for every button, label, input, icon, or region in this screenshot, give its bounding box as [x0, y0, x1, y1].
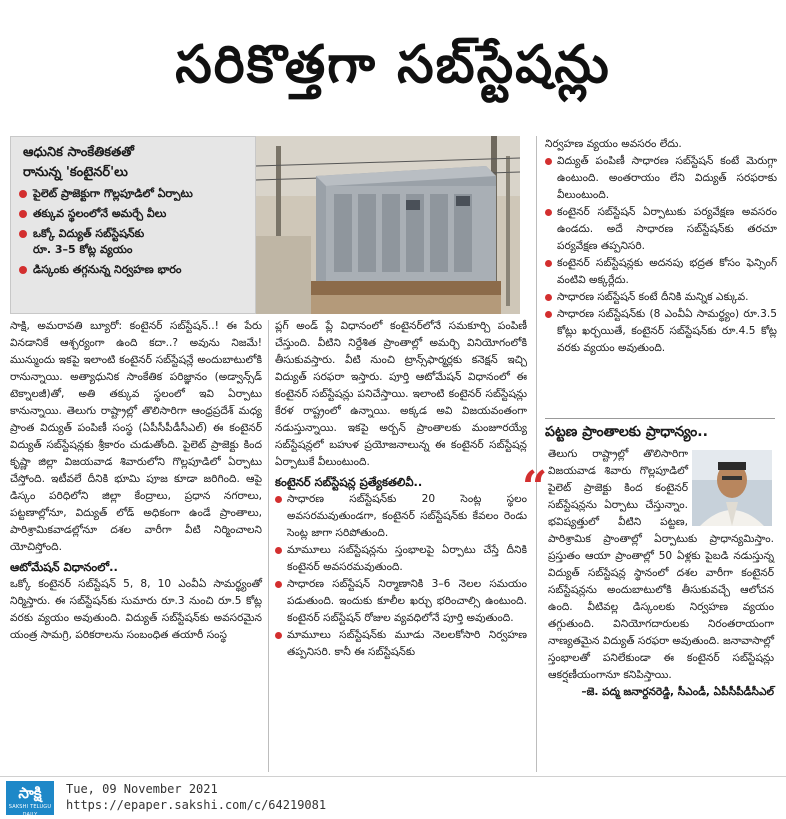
bullet-dot-icon — [275, 632, 282, 639]
feature-item: సాధారణ సబ్‌స్టేషన్‌కు (8 ఎంవీఏ సామర్థ్యం) రూ.3.5 కోట్లు ఖర్చయితే, కంటైనర్ సబ్‌స్టేషన్‌కు రూ.4.5 కోట్ల వరకు వ్యయం అవుతుంది. — [545, 306, 777, 357]
callout-item: పైలెట్ ప్రాజెక్టుగా గొల్లపూడిలో ఏర్పాటు — [19, 187, 247, 201]
feature-item: సాధారణ సబ్‌స్టేషన్‌కు 20 సెంట్ల స్థలం అవసరమవుతుండగా, కంటైనర్ సబ్‌స్టేషన్‌కు కేవలం రెండు సెంట్ల జాగా సరిపోతుంది. — [275, 491, 527, 542]
bullet-dot-icon — [275, 581, 282, 588]
column-a — [10, 318, 262, 644]
bullet-dot-icon — [19, 266, 27, 274]
subheading-automation: ఆటోమేషన్ విధానంలో.. — [10, 560, 118, 574]
subheading-features: కంటైనర్ సబ్‌స్టేషన్ల ప్రత్యేకతలివీ.. — [275, 475, 423, 489]
signature: –జె. పద్మ జనార్దనరెడ్డి, సీఎండీ, ఏపీసీపీడీసీఎల్ — [581, 686, 774, 698]
callout-item: డిస్కంకు తగ్గనున్న నిర్వహణ భారం — [19, 263, 247, 277]
callout-box — [10, 136, 256, 314]
section-body-paragraph: తెలుగు రాష్ట్రాల్లో తొలిసారిగా విజయవాడ శివారు గొల్లపూడిలో పైలెట్ ప్రాజెక్టు కింద కంటైనర్ సబ్‌స్టేషన్లను ఏర్పాటు చేస్తున్నాం. భవిష్యత్తులో వీటిని పట్టణ, పారిశ్రామిక ప్రాంతాల్లో ఏర్పాటుకు ప్రాధాన్యమిస్తాం. ప్రస్తుతం ఆయా ప్రాంతాల్లో 50 ఏళ్లకు పైబడి నడుస్తున్న విద్యుత్ సబ్‌స్టేషన్ల స్థానంలో దశల వారీగా కంటైనర్ సబ్‌స్టేషన్లను అందుబాటులోకి తీసుకువచ్చే ఆలోచన ఉంది. వీటివల్ల డిస్కంలకు నిర్వహణ వ్యయం తగ్గుతుంది. వినియోగదారులకు నిరంతరాయంగా నాణ్యతమైన విద్యుత్ సరఫరా అవుతుంది. జనావాసాల్లో స్తంభాలతో పనిలేకుండా ఈ కంటైనర్ సబ్‌స్టేషన్లు ఆకర్షణీయంగానూ కనిపిస్తాయి. — [548, 448, 774, 681]
bullet-dot-icon — [275, 547, 282, 554]
footer-date: Tue, 09 November 2021 — [66, 782, 218, 796]
callout-title-line1: ఆధునిక సాంకేతికతతో — [23, 145, 134, 160]
bullet-dot-icon — [545, 209, 552, 216]
bullet-dot-icon — [19, 210, 27, 218]
section-title-urban-priority: పట్టణ ప్రాంతాలకు ప్రాధాన్యం.. — [545, 418, 775, 443]
bullet-dot-icon — [19, 230, 27, 238]
container-substation-photo — [256, 136, 520, 314]
bullet-dot-icon — [545, 311, 552, 318]
bullet-dot-icon — [545, 260, 552, 267]
bullet-dot-icon — [275, 496, 282, 503]
feature-item: విద్యుత్ పంపిణీ సాధారణ సబ్‌స్టేషన్ కంటే మెరుగ్గా ఉంటుంది. అంతరాయం లేని విద్యుత్ సరఫరాకు వీలుంటుంది. — [545, 153, 777, 204]
footer-url[interactable]: https://epaper.sakshi.com/c/64219081 — [66, 798, 327, 812]
sakshi-logo — [6, 781, 54, 818]
substation-illustration — [256, 136, 520, 314]
feature-item: మామూలు సబ్‌స్టేషన్లను స్తంభాలపై ఏర్పాటు చేస్తే దీనికి కంటైనర్ అవసరమవుతుంది. — [275, 542, 527, 576]
callout-list — [19, 187, 247, 277]
footer — [0, 776, 786, 818]
feature-item: కంటైనర్ సబ్‌స్టేషన్లకు అదనపు భద్రత కోసం ఫెన్సింగ్ వంటివి అక్కర్లేదు. — [545, 255, 777, 289]
column-c-lead: నిర్వహణ వ్యయం అవసరం లేదు. — [545, 138, 682, 150]
logo-subtext: SAKSHI TELUGU DAILY — [8, 804, 52, 818]
feature-item: మామూలు సబ్‌స్టేషన్‌కు మూడు నెలలకోసారి నిర్వహణ తప్పనిసరి. కానీ ఈ సబ్‌స్టేషన్‌కు — [275, 627, 527, 661]
section-body — [548, 446, 774, 701]
column-a-paragraph-2: ఒక్కో కంటైనర్ సబ్‌స్టేషన్ 5, 8, 10 ఎంవీఏ సామర్థ్యంతో నిర్మిస్తారు. ఈ సబ్‌స్టేషన్‌కు సుమారు రూ.3 నుంచి రూ.5 కోట్ల వరకు వ్యయం అవుతుంది. విద్యుత్ సబ్‌స్టేషన్‌కు అవసరమైన యంత్ర సామగ్రి, పరికరాలను సంబంధిత తయారీ సంస్థ — [10, 578, 262, 641]
footer-text — [66, 781, 326, 813]
bullet-dot-icon — [545, 294, 552, 301]
callout-item-continued: రూ. 3–5 కోట్ల వ్యయం — [33, 243, 133, 256]
feature-item: కంటైనర్ సబ్‌స్టేషన్ ఏర్పాటుకు పర్యవేక్షణ అవసరం ఉండదు. అదే సాధారణ సబ్‌స్టేషన్‌కు తరచూ పర్యవేక్షణ తప్పనిసరి. — [545, 204, 777, 255]
quote-mark-icon: “ — [522, 462, 548, 513]
column-a-paragraph: సాక్షి, అమరావతి బ్యూరో: కంటైనర్ సబ్‌స్టేషన్..! ఈ పేరు వినడానికే ఆశ్చర్యంగా ఉంది కదా..? అవును నిజమే! మున్ముందు ఇకపై ఇలాంటి కంటైనర్ సబ్‌స్టేషన్లే అందుబాటులోకి రానున్నాయి. అత్యాధునిక సాంకేతిక పరిజ్ఞానం (అడ్వాన్స్‌డ్ టెక్నాలజీ)తో, అతి తక్కువ స్థలంలో ఇవి ఏర్పాటు కానున్నాయి. తెలుగు రాష్ట్రాల్లో తొలిసారిగా ఆంధ్రప్రదేశ్ మధ్య ప్రాంత విద్యుత్ పంపిణీ సంస్థ (ఏపీసీపీడీసీఎల్) ఈ కంటైనర్ విద్యుత్ సబ్‌స్టేషన్లకు శ్రీకారం చుడుతోంది. పైలెట్ ప్రాజెక్టు కింద కృష్ణా జిల్లా విజయవాడ శివారులోని గొల్లపూడిలో ఏర్పాటు చేస్తోంది. ఇటీవలే దీనికి భూమి పూజ కూడా జరిగింది. ఆపై డిస్కం పరిధిలోని జిల్లా కేంద్రాలు, ప్రధాన నగరాలు, పట్టణాల్లోనూ, విద్యుత్ లోడ్ అధికంగా ఉండే ప్రాంతాలు, పారిశ్రామికవాడల్లోనూ దశల వారీగా వీటి నిర్మించాలని యోచిస్తోంది. — [10, 320, 262, 553]
feature-item: సాధారణ సబ్‌స్టేషన్ కంటే దీనికి మన్నిక ఎక్కువ. — [545, 289, 777, 306]
headline: సరికొత్తగా సబ్‌స్టేషన్లు — [175, 35, 611, 95]
bullet-dot-icon — [19, 190, 27, 198]
column-b-paragraph: ప్లగ్ అండ్ ప్లే విధానంలో కంటైనర్‌లోనే సమకూర్చి పంపిణీ చేస్తుంది. వీటిని నిర్దేశిత ప్రాంతాల్లో అమర్చి వినియోగంలోకి తీసుకువస్తారు. వీటి నుంచి ట్రాన్స్‌ఫార్మర్లకు కనెక్షన్ ఇచ్చి విద్యుత్ సరఫరా ఇస్తారు. పూర్తి ఆటోమేషన్ విధానంలో ఈ కంటైనర్ సబ్‌స్టేషన్లు పనిచేస్తాయి. ఇలాంటి కంటైనర్ సబ్‌స్టేషన్లు కేరళ రాష్ట్రంలో ఉన్నాయి. అక్కడ అవి విజయవంతంగా నడుస్తున్నాయి. ఇకపై అర్బన్ ప్రాంతాలకు మంజూరయ్యే సబ్‌స్టేషన్లలో బహుళ ప్రయోజనాలున్న ఈ కంటైనర్ సబ్‌స్టేషన్ల ఏర్పాటుకే వీలుంటుంది. — [275, 320, 527, 468]
column-c — [545, 136, 777, 357]
column-rule — [268, 320, 269, 772]
bullet-dot-icon — [545, 158, 552, 165]
callout-item: తక్కువ స్థలంలోనే అమర్చే వీలు — [19, 207, 247, 221]
logo-word: సాక్షి — [18, 784, 42, 802]
column-rule — [536, 136, 537, 772]
callout-item: ఒక్కో విద్యుత్ సబ్‌స్టేషన్‌కు — [19, 227, 247, 241]
callout-title-line2: రానున్న 'కంటైనర్'లు — [23, 165, 128, 180]
portrait-float-space — [688, 446, 774, 530]
column-b — [275, 318, 527, 661]
feature-item: సాధారణ సబ్‌స్టేషన్ నిర్మాణానికి 3–6 నెలల సమయం పడుతుంది. ఇందుకు కూలీల ఖర్చు భరించాల్సి ఉంటుంది. కంటైనర్ సబ్‌స్టేషన్ రోజుల వ్యవధిలోనే పూర్తి అవుతుంది. — [275, 576, 527, 627]
